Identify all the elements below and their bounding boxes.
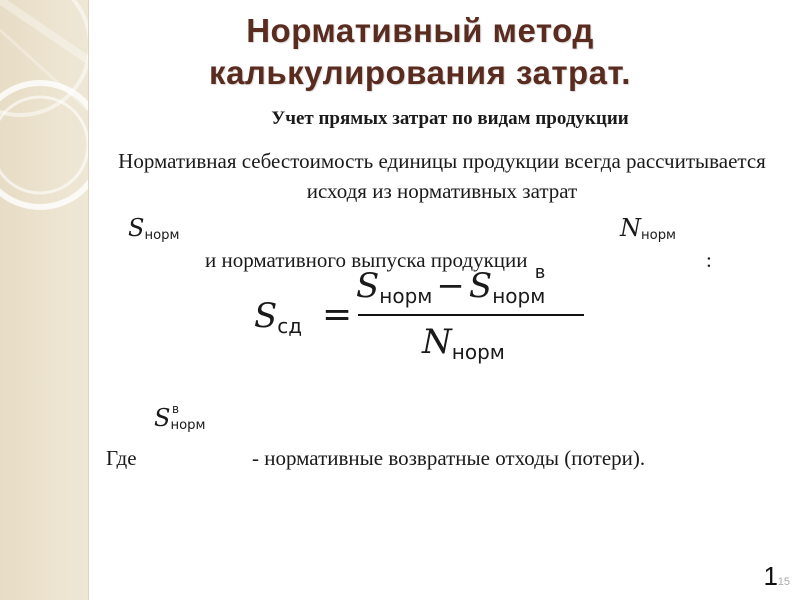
where-description: - нормативные возвратные отходы (потери). [252,446,646,470]
formula-v-superscript: в [534,262,546,283]
symbol-norm-subscript: норм [144,227,180,243]
formula-denominator [422,322,505,362]
symbol-s-norm [128,214,179,242]
page-number-small: 15 [777,576,790,588]
output-line: и нормативного выпуска продукции [205,248,528,272]
decorative-side-band [0,0,88,600]
symbol-n-norm [620,214,676,242]
formula-numerator [356,262,546,308]
formula-norm-subscript: норм [379,284,433,308]
title-line-2: калькулирования затрат. [209,54,631,91]
formula-norm-subscript: норм [451,340,505,364]
slide-subtitle: Учет прямых затрат по видам продукции [271,108,629,129]
page-number: 1 [763,561,778,591]
colon: : [706,248,712,272]
formula-num-s2-letter: S [468,266,493,306]
title-line-1: Нормативный метод [246,12,594,49]
symbol-norm-subscript: норм [641,227,677,243]
formula-lhs [254,296,302,336]
symbol-v-superscript: в [172,402,180,416]
band-divider [88,0,91,600]
definition-paragraph: Нормативная себестоимость единицы продукции всегда рассчитывается исходя из нормативных затрат [118,149,766,203]
decorative-circles [0,0,88,600]
fraction-bar [358,314,584,316]
formula-s: S [254,296,278,336]
symbol-s-letter: S [154,404,171,432]
symbol-n-letter: N [620,214,641,242]
formula-num-s2 [468,262,546,308]
unit-cost-formula [250,262,610,376]
formula-minus: − [436,266,465,306]
slide-title [110,10,730,94]
symbol-norm-subscript: норм [170,417,206,433]
formula-equals: = [322,294,353,335]
where-label: Где [106,446,137,470]
symbol-s-letter: S [128,214,145,242]
symbol-s-norm-v [154,404,205,432]
formula-den-n: N [422,322,452,362]
formula-norm-subscript: норм [492,284,546,308]
formula-sd-subscript: сд [277,314,303,338]
formula-num-s1: S [356,266,380,306]
